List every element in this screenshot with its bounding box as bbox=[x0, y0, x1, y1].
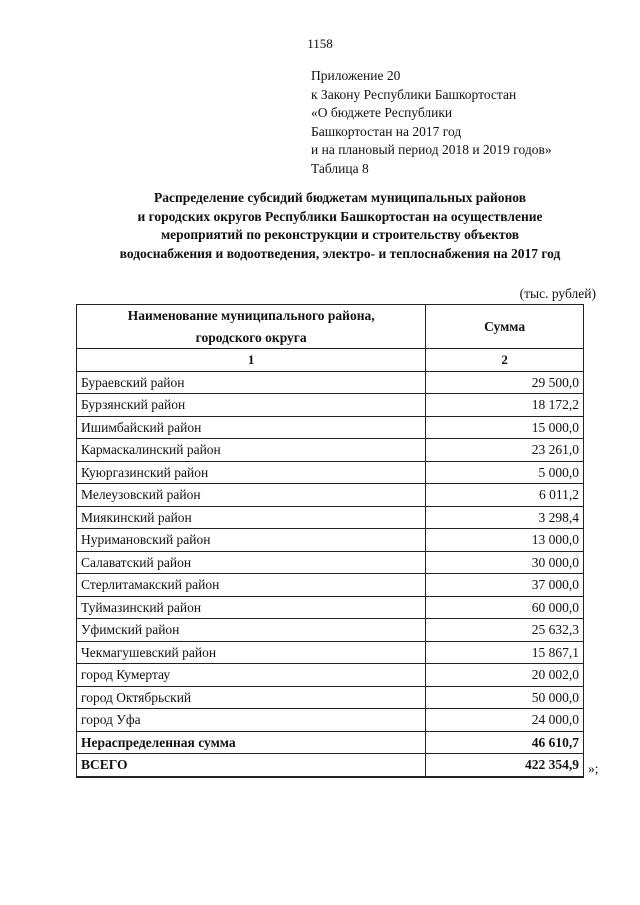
row-sum: 60 000,0 bbox=[426, 596, 584, 619]
appendix-line: «О бюджете Республики bbox=[311, 105, 453, 121]
row-name: Ишимбайский район bbox=[77, 416, 426, 439]
row-name: Уфимский район bbox=[77, 619, 426, 642]
table-row bbox=[77, 394, 584, 417]
row-sum: 6 011,2 bbox=[426, 484, 584, 507]
table-row bbox=[77, 686, 584, 709]
row-name: город Кумертау bbox=[77, 664, 426, 687]
row-sum: 20 002,0 bbox=[426, 664, 584, 687]
header-name-cell bbox=[77, 305, 426, 349]
row-name: Бураевский район bbox=[77, 371, 426, 394]
table-row bbox=[77, 574, 584, 597]
document-title bbox=[60, 189, 620, 264]
header-name-line2: городского округа bbox=[195, 329, 307, 345]
row-sum: 5 000,0 bbox=[426, 461, 584, 484]
table-row bbox=[77, 619, 584, 642]
table-row bbox=[77, 664, 584, 687]
table-row bbox=[77, 439, 584, 462]
row-sum: 46 610,7 bbox=[426, 731, 584, 754]
title-line: водоснабжения и водоотведения, электро- и теплоснабжения на 2017 год bbox=[119, 246, 561, 262]
title-line: и городских округов Республики Башкортостан на осуществление bbox=[137, 208, 543, 224]
row-name: ВСЕГО bbox=[77, 754, 426, 777]
row-name: Салаватский район bbox=[77, 551, 426, 574]
row-sum: 18 172,2 bbox=[426, 394, 584, 417]
total-row bbox=[77, 754, 584, 777]
appendix-line: к Закону Республики Башкортостан bbox=[311, 86, 517, 102]
row-name: город Уфа bbox=[77, 709, 426, 732]
row-sum: 23 261,0 bbox=[426, 439, 584, 462]
row-sum: 30 000,0 bbox=[426, 551, 584, 574]
appendix-line: Приложение 20 bbox=[311, 68, 401, 83]
header-sum-cell: Сумма bbox=[426, 305, 584, 349]
row-sum: 24 000,0 bbox=[426, 709, 584, 732]
units-label: (тыс. рублей) bbox=[519, 286, 596, 301]
column-number: 2 bbox=[426, 349, 584, 372]
title-line: Распределение субсидий бюджетам муниципальных районов bbox=[153, 190, 527, 205]
appendix-line: Таблица 8 bbox=[311, 160, 369, 176]
row-sum: 25 632,3 bbox=[426, 619, 584, 642]
header-name-line1: Наименование муниципального района, bbox=[127, 308, 375, 323]
row-sum: 3 298,4 bbox=[426, 506, 584, 529]
row-name: Чекмагушевский район bbox=[77, 641, 426, 664]
appendix-line: и на плановый период 2018 и 2019 годов» bbox=[311, 142, 552, 158]
title-line: мероприятий по реконструкции и строительству объектов bbox=[160, 227, 520, 243]
table-row bbox=[77, 371, 584, 394]
row-sum: 13 000,0 bbox=[426, 529, 584, 552]
table-row bbox=[77, 641, 584, 664]
row-name: Бурзянский район bbox=[77, 394, 426, 417]
table-row bbox=[77, 416, 584, 439]
appendix-line: Башкортостан на 2017 год bbox=[311, 123, 462, 139]
row-sum: 37 000,0 bbox=[426, 574, 584, 597]
undistributed-row bbox=[77, 731, 584, 754]
table-row bbox=[77, 596, 584, 619]
row-sum: 422 354,9 bbox=[426, 754, 584, 777]
row-name: Туймазинский район bbox=[77, 596, 426, 619]
row-name: Нуримановский район bbox=[77, 529, 426, 552]
table-row bbox=[77, 551, 584, 574]
appendix-block bbox=[311, 67, 552, 179]
table-header-row bbox=[77, 305, 584, 349]
column-number: 1 bbox=[77, 349, 426, 372]
table-row bbox=[77, 484, 584, 507]
row-sum: 15 000,0 bbox=[426, 416, 584, 439]
row-name: Стерлитамакский район bbox=[77, 574, 426, 597]
table-row bbox=[77, 709, 584, 732]
table-row bbox=[77, 506, 584, 529]
table-row bbox=[77, 461, 584, 484]
row-name: Кармаскалинский район bbox=[77, 439, 426, 462]
table-row bbox=[77, 529, 584, 552]
row-name: Миякинский район bbox=[77, 506, 426, 529]
row-name: Куюргазинский район bbox=[77, 461, 426, 484]
subsidy-table bbox=[76, 304, 584, 778]
row-sum: 50 000,0 bbox=[426, 686, 584, 709]
closing-quote-mark: »; bbox=[588, 761, 599, 776]
column-number-row bbox=[77, 349, 584, 372]
row-name: Мелеузовский район bbox=[77, 484, 426, 507]
row-name: город Октябрьский bbox=[77, 686, 426, 709]
page-number: 1158 bbox=[307, 36, 333, 51]
row-sum: 15 867,1 bbox=[426, 641, 584, 664]
row-name: Нераспределенная сумма bbox=[77, 731, 426, 754]
row-sum: 29 500,0 bbox=[426, 371, 584, 394]
